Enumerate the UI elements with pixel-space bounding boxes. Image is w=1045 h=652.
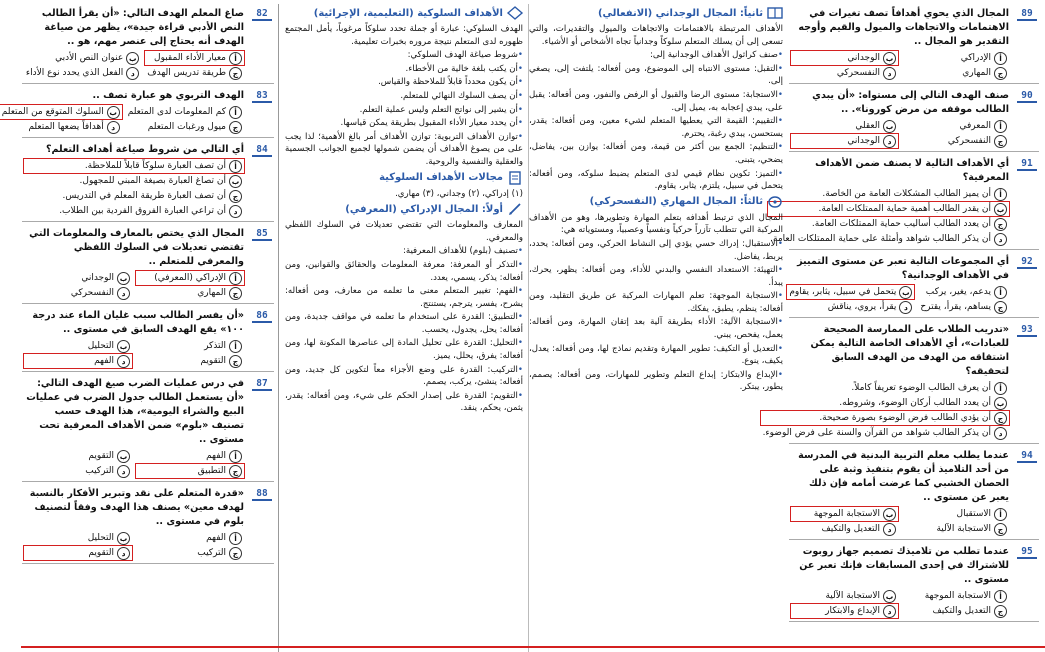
diamond-icon [507,6,523,20]
answer-option-selected[interactable] [24,546,132,560]
answer-option[interactable] [24,449,132,463]
behavioral-paragraphs [285,23,523,169]
question-text: في درس عمليات الضرب صيغ الهدف التالي: «أن يستعمل الطالب جدول الضرب في عمليات البيع والشراء اليومية»، هذا الهدف حسب تصنيف «بلوم» ضمن الأهداف المعرفية تحت مستوى .. [26,378,244,445]
answer-option[interactable] [24,174,244,188]
options-list [791,507,1009,536]
option-letter-circle: ج [229,121,242,134]
answer-option[interactable] [24,271,132,285]
option-letter-circle: ب [883,120,896,133]
option-text: الإدراكي [960,53,991,63]
option-text: الفهم [206,533,226,543]
question-number: 83 [252,90,272,103]
option-letter-circle: أ [994,590,1007,603]
option-text: المهاري [962,68,991,78]
answer-option-selected[interactable] [24,159,244,173]
question-number: 90 [1017,90,1037,103]
affective-paragraphs [529,23,783,193]
cognitive-heading-text: أولاً: المجال الإدراكي (المعرفي) [345,203,503,215]
option-letter-circle: أ [229,272,242,285]
questions-column-right [762,4,1039,652]
option-letter-circle: د [126,67,139,80]
paragraph: • التطبيق: القدرة على استخدام ما تعلمه في مواقف جديدة، ومن أفعاله: يحل، يجدول، يحسب. [285,311,523,336]
answer-option-selected[interactable] [791,604,898,618]
answer-option[interactable] [902,134,1009,148]
option-letter-circle: أ [994,188,1007,201]
paragraph: الأهداف المرتبطة بالاهتمامات والاتجاهات والميول والتقديرات، والتي تسعى إلى أن يسلك المتعلم سلوكاً وجدانياً تجاه الأشخاص أو الأشياء. [529,24,783,47]
options-list [1,105,244,134]
paragraph: المجال الذي ترتبط أهدافه بتعلم المهارة وتطويرها، وهو من الأهداف المركبة التي تتطلب تآزراً حركياً ونفسياً وعصبياً، ومستوياته هي: [529,212,783,236]
answer-option-selected[interactable] [787,285,914,299]
option-text: أن تصف العبارة سلوكاً قابلاً للملاحظة. [84,161,226,171]
paragraph: • التقبل: مستوى الانتباه إلى الموضوع، ومن أفعاله: يلتفت إلى، يصغي إلى. [529,63,783,88]
paragraph: الهدف السلوكي: عبارة أو جملة تحدد سلوكاً مرغوباً، يأمل المجتمع ظهوره لدى المتعلم نتيجة مروره بخبرات تعليمية. [285,24,523,47]
answer-option[interactable] [902,589,1009,603]
answer-option[interactable] [902,66,1009,80]
option-text: يساهم، يقرأ، يقترح [920,302,991,312]
option-text: التذكر [204,341,226,351]
paragraph: • التذكر أو المعرفة: معرفة المعلومات والحقائق والقوانين، ومن أفعاله: يذكر، يسمي، يعدد. [285,259,523,284]
behavioral-heading-text: الأهداف السلوكية (التعليمية، الإجرائية) [313,7,503,19]
answer-option[interactable] [791,522,898,536]
question-text: عندما تطلب من تلاميذك تصميم جهاز روبوت للاشتراك في إحدى المسابقات فإنك تعبر عن مستوى .. [799,546,1009,585]
answer-option[interactable] [902,522,1009,536]
paragraph: • التقويم: القدرة على إصدار الحكم على شيء، ومن أفعاله: يقدر، يثمن، يحكم، ينقد. [285,390,523,415]
question-text: «تدريب الطلاب على الممارسة الصحيحة للعبادات»، أي الأهداف الخاصة التالية يمكن اشتقاقه من الهدف من الهدف السابق لتحقيقه؟ [810,324,1009,377]
option-letter-circle: ج [229,67,242,80]
option-letter-circle: أ [229,450,242,463]
option-text: السلوك المتوقع من المتعلم [1,107,104,117]
answer-option[interactable] [24,339,132,353]
answer-option-selected[interactable] [791,51,898,65]
option-letter-circle: ب [229,175,242,188]
answer-option-selected[interactable] [791,134,898,148]
answer-option[interactable] [24,51,141,65]
paragraph: • الاستجابة: مستوى الرضا والقبول أو الرفض والنفور، ومن أفعاله: يقبل على، يبدي إعجابه به، يميل إلى. [529,89,783,114]
option-letter-circle: ب [126,52,139,65]
option-text: الاستقبال [956,509,991,519]
paragraph: • صنف كراثول الأهداف الوجدانية إلى: [529,49,783,62]
question-number: 87 [252,378,272,391]
question-number: 93 [1017,324,1037,337]
answer-option[interactable] [768,187,1009,201]
question-number: 91 [1017,158,1037,171]
option-letter-circle: ب [899,286,912,299]
option-text: طريقة تدريس الهدف [147,68,226,78]
question-82 [22,4,274,84]
option-text: أن يؤدي الطالب فرض الوضوء بصورة صحيحة. [819,413,991,423]
options-list [762,381,1009,440]
paragraph: • أن يصف السلوك النهائي للمتعلم. [285,90,523,103]
option-letter-circle: د [117,287,130,300]
option-letter-circle: ج [229,287,242,300]
question-number: 92 [1017,256,1037,269]
question-text: صنف الهدف التالي إلى مستواه: «أن يبدي الطالب موقفه من مرض كورونا». .. [812,90,1009,115]
option-text: التعديل والتكيف [821,524,880,534]
paragraph: • أن يحدد معيار الأداء المقبول بطريقة يمكن قياسها. [285,117,523,130]
answer-option[interactable] [761,426,1009,440]
answer-option[interactable] [136,546,244,560]
answer-option[interactable] [24,531,132,545]
question-88 [22,484,274,564]
option-text: الاستجابة الآلية [825,591,880,601]
option-letter-circle: د [229,205,242,218]
paragraph: • التهيئة: الاستعداد النفسي والبدني للأداء، ومن أفعاله: يظهر، يحرك، يبدأ. [529,264,783,289]
paragraph: • التميز: تكوين نظام قيمي لدى المتعلم يضبط سلوكه، ومن أفعاله: يتحمل في سبيل، يلتزم، يثابر، يقاوم. [529,168,783,193]
affective-heading [529,6,783,20]
option-letter-circle: أ [229,340,242,353]
options-list [770,187,1009,246]
options-list [24,339,244,368]
answer-option[interactable] [145,66,244,80]
psychomotor-heading-text: ثالثاً: المجال المهاري (النفسحركي) [589,196,763,208]
option-letter-circle: أ [229,106,242,119]
option-text: الاستجابة الآلية [936,524,991,534]
option-letter-circle: أ [994,286,1007,299]
question-95 [789,542,1039,622]
option-letter-circle: د [883,67,896,80]
answer-option[interactable] [761,381,1009,395]
option-text: يقرأ، يروي، يناقش [827,302,897,312]
option-letter-circle: ب [883,508,896,521]
option-text: الاستجابة الموجهة [924,591,991,601]
affective-heading-text: ثانياً: المجال الوجداني (الانفعالي) [597,7,763,19]
answer-option[interactable] [126,120,244,134]
option-text: الوجداني [81,273,114,283]
question-85 [22,224,274,304]
answer-option[interactable] [136,449,244,463]
answer-option[interactable] [902,51,1009,65]
option-letter-circle: ب [883,52,896,65]
answer-option-selected[interactable] [145,51,244,65]
notes-column-behavioral-objectives [285,4,523,652]
option-letter-circle: أ [994,382,1007,395]
answer-option[interactable] [791,589,898,603]
option-letter-circle: ب [117,532,130,545]
paragraph: • توازن الأهداف التربوية: توازن الأهداف أمر بالغ الأهمية؛ لذا يجب على من يصوغ الأهداف أن يضمن شمولها لجميع الجوانب الجسمية والعقلية والنفسية والروحية. [285,131,523,169]
option-text: أن تصاغ العبارة بصيغة المبني للمجهول. [79,176,226,186]
option-letter-circle: د [107,121,120,134]
option-letter-circle: ج [994,135,1007,148]
answer-option[interactable] [902,119,1009,133]
options-list [791,589,1009,618]
options-list [791,51,1009,80]
paragraph: • التقييم: القيمة التي يعطيها المتعلم لشيء معين، ومن أفعاله: يقدر، يستحسن، يبدي رغبة، يحترم. [529,115,783,140]
options-list [791,285,1009,314]
answer-option[interactable] [768,217,1009,231]
option-text: النفسحركي [947,136,991,146]
option-text: التقويم [88,548,114,558]
answer-option[interactable] [791,119,898,133]
answer-option[interactable] [136,286,244,300]
question-number: 84 [252,144,272,157]
option-text: التقويم [200,356,226,366]
option-letter-circle: ب [994,203,1007,216]
option-text: الإبداع والابتكار [825,606,880,616]
options-list [24,449,244,478]
answer-option[interactable] [902,604,1009,618]
answer-option[interactable] [787,300,914,314]
option-letter-circle: د [994,427,1007,440]
paragraph: (١) إدراكي، (٢) وجداني، (٣) مهاري. [395,188,523,199]
option-letter-circle: ب [107,106,120,119]
domains-heading [285,171,523,185]
answer-option-selected[interactable] [791,507,898,521]
option-text: الإدراكي (المعرفي) [154,273,226,283]
answer-option-selected[interactable] [24,354,132,368]
option-letter-circle: أ [994,508,1007,521]
answer-option[interactable] [24,66,141,80]
answer-option[interactable] [24,464,132,478]
paragraph: • التحليل: القدرة على تحليل المادة إلى عناصرها المكونة لها، ومن أفعاله: يفرق، يحلل، يميز. [285,337,523,362]
option-text: المعرفي [959,121,991,131]
option-text: أن تصف العبارة طريقة المعلم في التدريس. [62,191,226,201]
paragraph: • الإبداع والابتكار: إبداع التعلم وتطوير للمهارات، ومن أفعاله: يصمم، يطور، يبتكر. [529,369,783,394]
option-letter-circle: أ [994,52,1007,65]
question-text: عندما يطلب معلم التربية البدنية في المدرسة من أحد التلاميذ أن يقوم بتنفيذ وثبة على الحصان الخشبي كما عرضت أمامه فإن ذلك يعبر عن مستوى .. [798,450,1009,503]
option-text: الاستجابة الموجهة [813,509,880,519]
options-list [24,159,244,218]
option-text: معيار الأداء المقبول [154,53,226,63]
answer-option[interactable] [768,232,1009,246]
question-94 [789,446,1039,540]
question-number: 89 [1017,8,1037,21]
option-text: الوجداني [847,136,880,146]
question-number: 86 [252,310,272,323]
options-list [24,271,244,300]
option-text: التركيب [197,548,226,558]
option-text: أن يقدر الطالب أهمية حماية الممتلكات العامة. [818,204,991,214]
options-list [791,119,1009,148]
option-letter-circle: ج [994,301,1007,314]
paragraph: • التنظيم: الجمع بين أكثر من قيمة، ومن أفعاله: يوازن بين، يفاضل، يضحي، يتبنى. [529,141,783,166]
hand-icon [767,195,783,209]
answer-option[interactable] [24,204,244,218]
option-letter-circle: د [117,465,130,478]
question-text: المجال الذي يحوي أهدافاً تصف تغيرات في الاهتمامات والاتجاهات والميول والقيم وأوجه التقدير هو المجال .. [798,8,1009,47]
question-86 [22,306,274,372]
option-text: ميول ورغبات المتعلم [147,122,226,132]
question-text: أي الأهداف التالية لا يصنف ضمن الأهداف المعرفية؟ [815,158,1009,183]
option-text: التركيب [85,466,114,476]
option-letter-circle: د [899,301,912,314]
answer-option-selected[interactable] [136,464,244,478]
option-letter-circle: د [994,233,1007,246]
option-text: النفسحركي [836,68,880,78]
book-icon [767,6,783,20]
option-letter-circle: د [883,523,896,536]
option-text: التحليل [87,533,114,543]
question-text: أي المجموعات التالية تعبر عن مستوى التمييز في الأهداف الوجدانية؟ [797,256,1009,281]
behavioral-heading [285,6,523,20]
option-letter-circle: ج [229,190,242,203]
paragraph: • الاستجابة الآلية: الأداء بطريقة آلية بعد إتقان المهارة، ومن أفعاله: يعمل، يفحص، يبني. [529,316,783,341]
option-text: أن يذكر الطالب شواهد من القرآن والسنة على فرض الوضوء. [762,428,991,438]
option-text: الفهم [94,356,114,366]
question-text: أي التالي من شروط صياغة أهداف التعلم؟ [45,144,244,155]
question-text: «قدرة المتعلم على نقد وتبرير الأفكار بالنسبة لهدف معين» يصنف هذا الهدف وفقاً لتصنيف بلوم في مستوى .. [29,488,244,527]
question-92 [789,252,1039,318]
question-text: الهدف التربوي هو عبارة تصف .. [92,90,244,101]
option-letter-circle: ب [883,590,896,603]
answer-option-selected[interactable] [768,202,1009,216]
option-letter-circle: د [117,355,130,368]
paragraph: • التركيب: القدرة على وضع الأجزاء معاً لتكوين كل جديد، ومن أفعاله: ينشئ، يركب، يصمم. [285,364,523,389]
question-93 [762,320,1039,444]
paragraph: • شروط صياغة الهدف السلوكي: [285,49,523,62]
answer-option[interactable] [918,300,1009,314]
question-text: «أن يفسر الطالب سبب غليان الماء عند درجة ١٠٠» يقع الهدف السابق في مستوى .. [32,310,244,335]
answer-option[interactable] [136,339,244,353]
question-89 [789,4,1039,84]
cognitive-paragraphs [285,219,523,415]
domains-paragraphs [285,188,523,201]
answer-option-selected[interactable] [0,105,122,119]
option-text: النفسحركي [70,288,114,298]
answer-option[interactable] [126,105,244,119]
option-letter-circle: ب [117,272,130,285]
option-text: أن يذكر الطالب شواهد وأمثلة على حماية الممتلكات العامة. [770,234,991,244]
questions-column-left [1,4,279,652]
question-87 [22,374,274,482]
option-text: التعديل والتكيف [932,606,991,616]
cognitive-heading [285,202,523,216]
paragraph: • الفهم: تغيير المتعلم معنى ما تعلمه من معارف، ومن أفعاله: يشرح، يفسر، يترجم، يستنتج. [285,285,523,310]
option-text: أن يعدد الطالب أركان الوضوء، وشروطه. [839,398,991,408]
option-letter-circle: ب [994,397,1007,410]
paragraph: • أن يكون محدداً قابلاً للملاحظة والقياس. [285,76,523,89]
paragraph: • الاستجابة الموجهة: تعلم المهارات المركبة عن طريق التقليد، ومن أفعاله: ينظم، يطبق، يفكك. [529,290,783,315]
option-text: الفعل الذي يحدد نوع الأداء [25,68,124,78]
paragraph: • التعديل أو التكيف: تطوير المهارة وتقديم نماذج لها، ومن أفعاله: يعدل، يكيف، ينوع. [529,343,783,368]
question-number: 85 [252,228,272,241]
question-text: المجال الذي يختص بالمعارف والمعلومات التي تقتضي تعديلات في السلوك اللفظي والمعرفي للمتعلم .. [29,228,244,267]
option-text: التطبيق [197,466,226,476]
option-text: يدعم، يغير، يركب [925,287,991,297]
answer-option[interactable] [0,120,122,134]
pen-icon [507,202,523,216]
option-text: المهاري [197,288,226,298]
option-letter-circle: ج [994,218,1007,231]
paragraph: • الاستقبال: إدراك حسي يؤدي إلى النشاط الحركي، ومن أفعاله: يحدد، يربط، يفاضل. [529,238,783,263]
answer-option[interactable] [902,507,1009,521]
option-letter-circle: ج [229,355,242,368]
option-text: كم المعلومات لدى المتعلم [127,107,226,117]
option-text: أن يعرف الطالب الوضوء تعريفاً كاملاً. [851,383,991,393]
paragraph: • أن يكتب بلغة خالية من الأخطاء. [285,63,523,76]
option-text: يتحمل في سبيل، يثابر، يقاوم [789,287,897,297]
bottom-divider [21,646,1045,648]
option-text: الفهم [206,451,226,461]
option-letter-circle: ج [994,605,1007,618]
notebook-icon [507,171,523,185]
paragraph: • أن يشير إلى نواتج التعلم وليس عملية التعلم. [285,104,523,117]
answer-option[interactable] [918,285,1009,299]
option-letter-circle: ج [994,67,1007,80]
option-text: التحليل [87,341,114,351]
option-text: أن يعدد الطالب أساليب حماية الممتلكات العامة. [811,219,991,229]
question-84 [22,140,274,222]
option-text: العقلي [855,121,880,131]
question-text: صاغ المعلم الهدف التالي: «أن يقرأ الطالب النص الأدبي قراءة جيدة»، يظهر من صياغة الهدف أنه يحتاج إلى عنصر مهم، هو .. [41,8,244,47]
option-letter-circle: ب [117,450,130,463]
option-letter-circle: ب [117,340,130,353]
option-text: أن يميز الطالب المشكلات العامة من الخاصة. [822,189,991,199]
option-letter-circle: أ [229,532,242,545]
option-letter-circle: أ [229,52,242,65]
question-number: 95 [1017,546,1037,559]
notes-column-affective-psychomotor [528,4,783,652]
answer-option-selected[interactable] [761,411,1009,425]
answer-option[interactable] [24,286,132,300]
question-83 [1,86,274,138]
answer-option[interactable] [136,354,244,368]
paragraph: • تصنيف (بلوم) للأهداف المعرفية: [285,245,523,258]
option-text: الوجداني [847,53,880,63]
options-list [24,51,244,80]
option-text: أن تراعي العبارة الفروق الفردية بين الطلاب. [59,206,226,216]
answer-option[interactable] [761,396,1009,410]
option-letter-circle: ج [994,523,1007,536]
option-letter-circle: ج [994,412,1007,425]
question-91 [770,154,1039,250]
option-letter-circle: أ [994,120,1007,133]
answer-option[interactable] [791,66,898,80]
option-letter-circle: د [883,605,896,618]
paragraph: المعارف والمعلومات التي تقتضي تعديلات في السلوك اللفظي والمعرفي. [285,220,523,243]
option-text: أهدافاً يضعها المتعلم [28,122,104,132]
option-letter-circle: ج [229,465,242,478]
option-letter-circle: د [883,135,896,148]
question-number: 88 [252,488,272,501]
option-letter-circle: د [117,547,130,560]
answer-option[interactable] [136,531,244,545]
options-list [24,531,244,560]
psychomotor-paragraphs [529,212,783,394]
option-text: عنوان النص الأدبي [55,53,124,63]
worksheet-page [1,0,1045,652]
question-90 [789,86,1039,152]
domains-heading-text: مجالات الأهداف السلوكية [379,172,503,184]
answer-option[interactable] [24,189,244,203]
option-letter-circle: أ [229,160,242,173]
question-number: 82 [252,8,272,21]
psychomotor-heading [529,195,783,209]
question-number: 94 [1017,450,1037,463]
answer-option-selected[interactable] [136,271,244,285]
option-text: التقويم [88,451,114,461]
option-letter-circle: ج [229,547,242,560]
